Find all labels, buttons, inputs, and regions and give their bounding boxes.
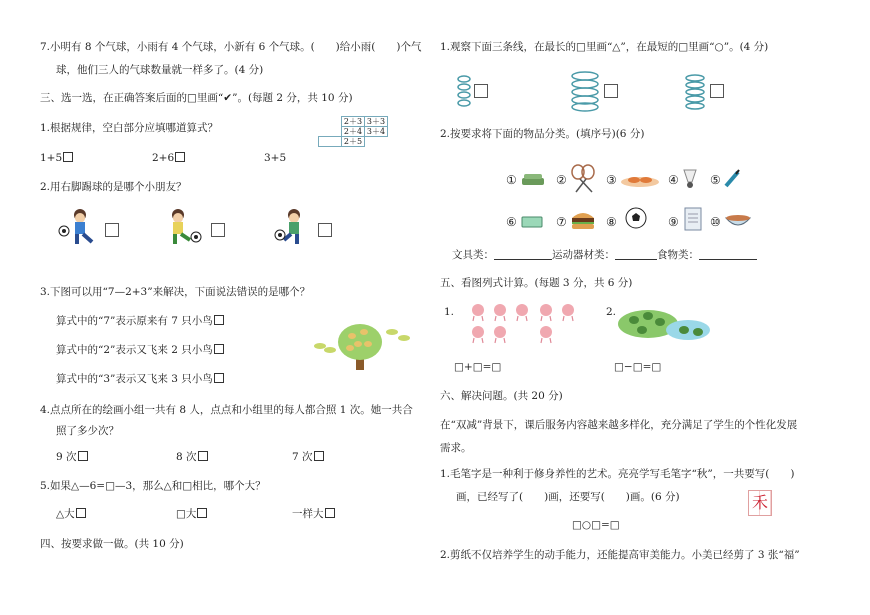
q4-option-2[interactable]	[176, 450, 208, 464]
w2-line1: 2.剪纸不仅培养学生的动手能力，还能提高审美能力。小美已经剪了 3 张“福”	[440, 549, 800, 561]
hamburger-icon	[570, 208, 596, 232]
item-number: ②	[556, 173, 567, 187]
q4-option-1[interactable]	[56, 450, 88, 464]
section-4-title: 四、按要求做一做。(共 10 分)	[40, 538, 184, 550]
shuttlecock-icon	[680, 168, 700, 190]
wide-coil-illustration	[570, 70, 600, 112]
option-label: □大	[176, 508, 197, 520]
section-3-title: 三、选一选，在正确答案后面的□里画“✔”。(每题 2 分，共 10 分)	[40, 92, 353, 104]
checkbox[interactable]	[314, 451, 324, 461]
marker-pen-icon	[722, 168, 742, 190]
answer-box[interactable]	[474, 84, 488, 98]
tree-birds-illustration	[312, 318, 412, 372]
soccer-ball-icon	[624, 206, 648, 230]
option-label: 1+5	[40, 152, 63, 164]
kid-kicking-illustration	[162, 207, 208, 249]
equation-1: □+□=□	[454, 361, 502, 373]
checkbox[interactable]	[214, 344, 224, 354]
q5-option-1[interactable]	[56, 507, 86, 521]
category-sports-label: 运动器材类：	[552, 249, 615, 261]
q4-line2: 照了多少次？	[56, 425, 119, 437]
checkbox[interactable]	[214, 373, 224, 383]
section-6-title: 六、解决问题。(共 20 分)	[440, 390, 563, 402]
q1-option-3[interactable]	[264, 151, 286, 165]
checkbox[interactable]	[214, 315, 224, 325]
option-label: 算式中的“2”表示又飞来 2 只小鸟	[56, 344, 213, 356]
cell: 3＋4	[365, 127, 388, 137]
item-number: ③	[606, 173, 617, 187]
q3-prompt: 3.下图可以用“7—2+3”来解决，下面说法错误的是哪个？	[40, 286, 311, 298]
q7-line1: 7.小明有 8 个气球，小雨有 4 个气球，小新有 6 个气球。( )给小雨( )个气	[40, 41, 422, 53]
option-label: 算式中的“3”表示又飞来 3 只小鸟	[56, 373, 213, 385]
answer-box[interactable]	[604, 84, 618, 98]
option-label: 9 次	[56, 451, 77, 463]
answer-box[interactable]	[105, 223, 119, 237]
r1-prompt: 1.观察下面三条线，在最长的□里画“△”，在最短的□里画“○”。(4 分)	[440, 41, 769, 53]
item-number: ⑩	[710, 215, 721, 229]
q2-prompt: 2.用右脚踢球的是哪个小朋友？	[40, 181, 187, 193]
octopus-group-illustration	[470, 302, 582, 344]
category-stationery-label: 文具类：	[452, 249, 494, 261]
option-label: 2+6	[152, 152, 175, 164]
sports-answer-field[interactable]	[615, 249, 657, 260]
calligraphy-character: 禾	[748, 490, 772, 516]
kid-kicking-illustration	[274, 207, 320, 249]
r2-prompt: 2.按要求将下面的物品分类。(填序号)(6 分)	[440, 128, 645, 140]
answer-box[interactable]	[211, 223, 225, 237]
cell: 3＋3	[365, 117, 388, 127]
w1-line2: 画，已经写了( )画，还要写( )画。(6 分)	[456, 491, 680, 503]
equation-2: □−□=□	[614, 361, 662, 373]
w1-equation: □○□=□	[572, 519, 620, 531]
option-label: 8 次	[176, 451, 197, 463]
problem-2-number: 2.	[606, 306, 617, 318]
q5-option-2[interactable]	[176, 507, 207, 521]
medium-coil-illustration	[684, 72, 706, 112]
w1-line1: 1.毛笔字是一种利于修身养性的艺术。亮亮学写毛笔字“秋”，一共要写( )	[440, 468, 795, 480]
checkbox[interactable]	[198, 451, 208, 461]
category-row	[452, 248, 757, 262]
q7-line2: 球，他们三人的气球数量就一样多了。(4 分)	[56, 64, 264, 76]
option-label: 7 次	[292, 451, 313, 463]
q4-option-3[interactable]	[292, 450, 324, 464]
notebook-icon	[682, 206, 704, 232]
q3-option-1[interactable]	[56, 314, 224, 328]
bread-plate-icon	[620, 172, 660, 188]
badminton-rackets-icon	[568, 164, 600, 194]
answer-box[interactable]	[318, 223, 332, 237]
noodle-bowl-icon	[724, 208, 752, 230]
checkbox[interactable]	[197, 508, 207, 518]
q3-option-3[interactable]	[56, 372, 224, 386]
q5-option-3[interactable]	[292, 507, 335, 521]
category-food-label: 食物类：	[657, 249, 699, 261]
checkbox[interactable]	[76, 508, 86, 518]
q1-prompt: 1.根据规律，空白部分应填哪道算式？	[40, 122, 219, 134]
blank-cell	[319, 137, 342, 147]
checkbox[interactable]	[63, 152, 73, 162]
option-label: 3+5	[264, 152, 287, 164]
food-answer-field[interactable]	[699, 249, 757, 260]
cell: 2＋3	[342, 117, 365, 127]
stapler-icon	[520, 170, 546, 190]
q3-option-2[interactable]	[56, 343, 224, 357]
frogs-pond-illustration	[614, 302, 712, 344]
item-number: ⑧	[606, 215, 617, 229]
pattern-table	[318, 116, 388, 147]
option-label: △大	[56, 508, 75, 520]
q5-prompt: 5.如果△—6=□—3，那么△和□相比，哪个大？	[40, 480, 266, 492]
option-label: 算式中的“7”表示原来有 7 只小鸟	[56, 315, 213, 327]
option-label: 一样大	[292, 508, 324, 520]
eraser-icon	[520, 212, 544, 230]
section-5-title: 五、看图列式计算。(每题 3 分，共 6 分)	[440, 277, 633, 289]
q1-option-2[interactable]	[152, 151, 185, 165]
item-number: ⑤	[710, 173, 721, 187]
checkbox[interactable]	[325, 508, 335, 518]
cell: 2＋4	[342, 127, 365, 137]
item-number: ⑥	[506, 215, 517, 229]
item-number: ④	[668, 173, 679, 187]
problem-1-number: 1.	[444, 306, 455, 318]
intro-line2: 需求。	[440, 442, 472, 454]
item-number: ①	[506, 173, 517, 187]
cell: 2＋5	[342, 137, 365, 147]
answer-box[interactable]	[710, 84, 724, 98]
checkbox[interactable]	[175, 152, 185, 162]
item-number: ⑦	[556, 215, 567, 229]
q1-option-1[interactable]	[40, 151, 73, 165]
checkbox[interactable]	[78, 451, 88, 461]
stationery-answer-field[interactable]	[494, 249, 552, 260]
item-number: ⑨	[668, 215, 679, 229]
q4-line1: 4.点点所在的绘画小组一共有 8 人，点点和小组里的每人都合照 1 次。她一共合	[40, 404, 413, 416]
short-coil-illustration	[456, 73, 472, 111]
intro-line1: 在“双减”背景下，课后服务内容越来越多样化，充分满足了学生的个性化发展	[440, 419, 798, 431]
kid-kicking-illustration	[56, 207, 102, 249]
